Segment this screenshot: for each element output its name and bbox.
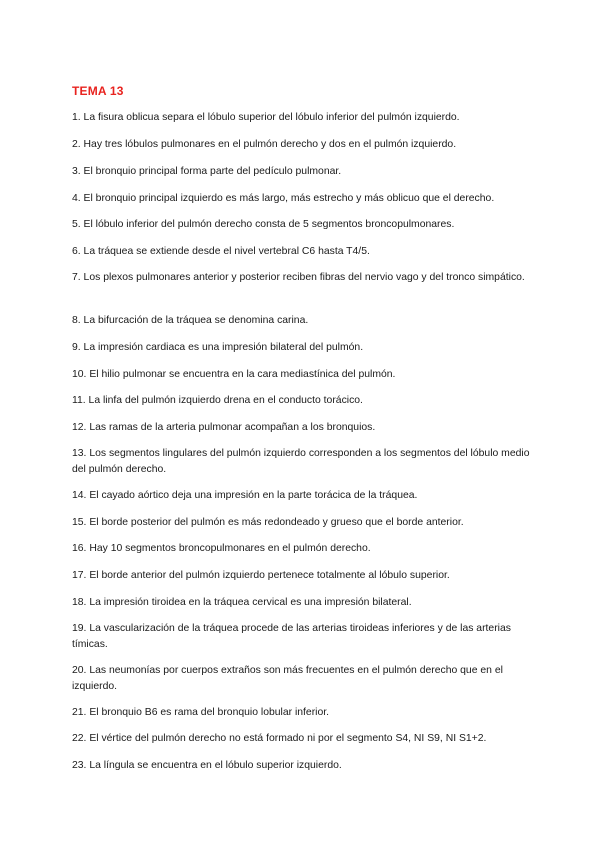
list-item: 3. El bronquio principal forma parte del pedículo pulmonar. — [72, 166, 342, 177]
list-item: 4. El bronquio principal izquierdo es más largo, más estrecho y más oblicuo que el derecho. — [72, 193, 495, 204]
list-item: 23. La língula se encuentra en el lóbulo superior izquierdo. — [72, 760, 342, 771]
list-item: 17. El borde anterior del pulmón izquierdo pertenece totalmente al lóbulo superior. — [72, 570, 450, 581]
list-item: 21. El bronquio B6 es rama del bronquio lobular inferior. — [72, 707, 330, 718]
list-item: 16. Hay 10 segmentos broncopulmonares en el pulmón derecho. — [72, 543, 371, 554]
list-item: 13. Los segmentos lingulares del pulmón izquierdo corresponden a los segmentos del lóbulo medio del pulmón derecho. — [72, 448, 530, 475]
list-item: 19. La vascularización de la tráquea procede de las arterias tiroideas inferiores y de las arterias tímicas. — [72, 623, 511, 650]
list-item: 15. El borde posterior del pulmón es más redondeado y grueso que el borde anterior. — [72, 517, 464, 528]
list-item: 20. Las neumonías por cuerpos extraños son más frecuentes en el pulmón derecho que en el izquierdo. — [72, 665, 503, 692]
list-item: 7. Los plexos pulmonares anterior y posterior reciben fibras del nervio vago y del tronco simpático. — [72, 272, 525, 283]
list-item: 18. La impresión tiroidea en la tráquea cervical es una impresión bilateral. — [72, 597, 412, 608]
list-item: 9. La impresión cardiaca es una impresión bilateral del pulmón. — [72, 342, 364, 353]
list-item: 11. La linfa del pulmón izquierdo drena en el conducto torácico. — [72, 395, 363, 406]
list-item: 2. Hay tres lóbulos pulmonares en el pulmón derecho y dos en el pulmón izquierdo. — [72, 139, 457, 150]
list-item: 14. El cayado aórtico deja una impresión en la parte torácica de la tráquea. — [72, 490, 418, 501]
list-item: 12. Las ramas de la arteria pulmonar acompañan a los bronquios. — [72, 422, 376, 433]
list-item: 1. La fisura oblicua separa el lóbulo superior del lóbulo inferior del pulmón izquierdo. — [72, 112, 460, 123]
list-item: 6. La tráquea se extiende desde el nivel vertebral C6 hasta T4/5. — [72, 246, 370, 257]
page-title: TEMA 13 — [72, 84, 124, 98]
list-item: 5. El lóbulo inferior del pulmón derecho consta de 5 segmentos broncopulmonares. — [72, 219, 455, 230]
list-item: 10. El hilio pulmonar se encuentra en la cara mediastínica del pulmón. — [72, 369, 396, 380]
list-item: 22. El vértice del pulmón derecho no está formado ni por el segmento S4, NI S9, NI S1+2. — [72, 733, 487, 744]
list-item: 8. La bifurcación de la tráquea se denomina carina. — [72, 315, 309, 326]
